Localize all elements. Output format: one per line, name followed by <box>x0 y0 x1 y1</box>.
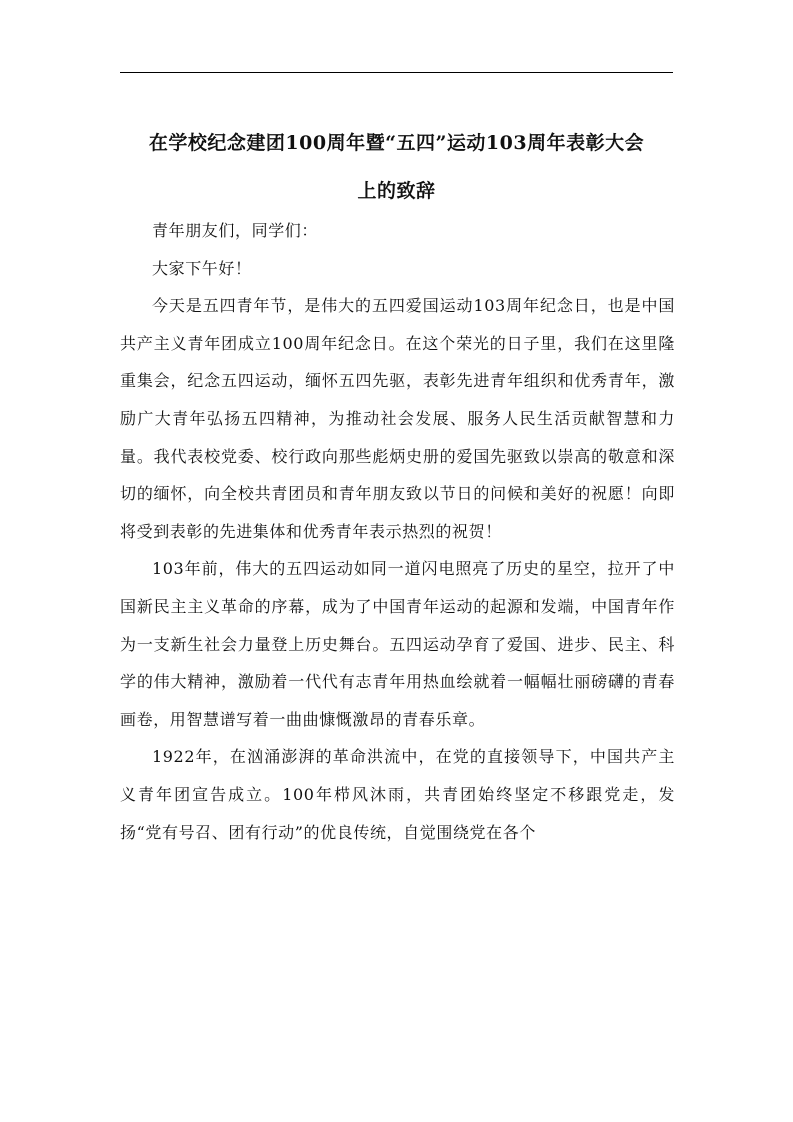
document-body <box>120 212 675 851</box>
body-paragraph: 1922年，在汹涌澎湃的革命洪流中，在党的直接领导下，中国共产主义青年团宣告成立。100年栉风沐雨，共青团始终坚定不移跟党走，发扬“党有号召、团有行动”的优良传统，自觉围绕党在各个 <box>120 747 675 842</box>
header-rule <box>120 72 673 73</box>
body-paragraph: 今天是五四青年节，是伟大的五四爱国运动103周年纪念日，也是中国共产主义青年团成立100周年纪念日。在这个荣光的日子里，我们在这里隆重集会，纪念五四运动，缅怀五四先驱，表彰先进青年组织和优秀青年，激励广大青年弘扬五四精神，为推动社会发展、服务人民生活贡献智慧和力量。我代表校党委、校行政向那些彪炳史册的爱国先驱致以崇高的敬意和深切的缅怀，向全校共青团员和青年朋友致以节日的问候和美好的祝愿！向即将受到表彰的先进集体和优秀青年表示热烈的祝贺！ <box>120 296 675 541</box>
document-title-line-1: 在学校纪念建团100周年暨“五四”运动103周年表彰大会 <box>148 132 645 154</box>
document-title-line-2: 上的致辞 <box>357 180 436 202</box>
greeting-paragraph: 大家下午好！ <box>152 258 252 278</box>
body-paragraph: 103年前，伟大的五四运动如同一道闪电照亮了历史的星空，拉开了中国新民主主义革命的序幕，成为了中国青年运动的起源和发端，中国青年作为一支新生社会力量登上历史舞台。五四运动孕育了爱国、进步、民主、科学的伟大精神，激励着一代代有志青年用热血绘就着一幅幅壮丽磅礴的青春画卷，用智慧谱写着一曲曲慷慨激昂的青春乐章。 <box>120 559 675 729</box>
salutation-paragraph: 青年朋友们，同学们： <box>152 221 319 240</box>
